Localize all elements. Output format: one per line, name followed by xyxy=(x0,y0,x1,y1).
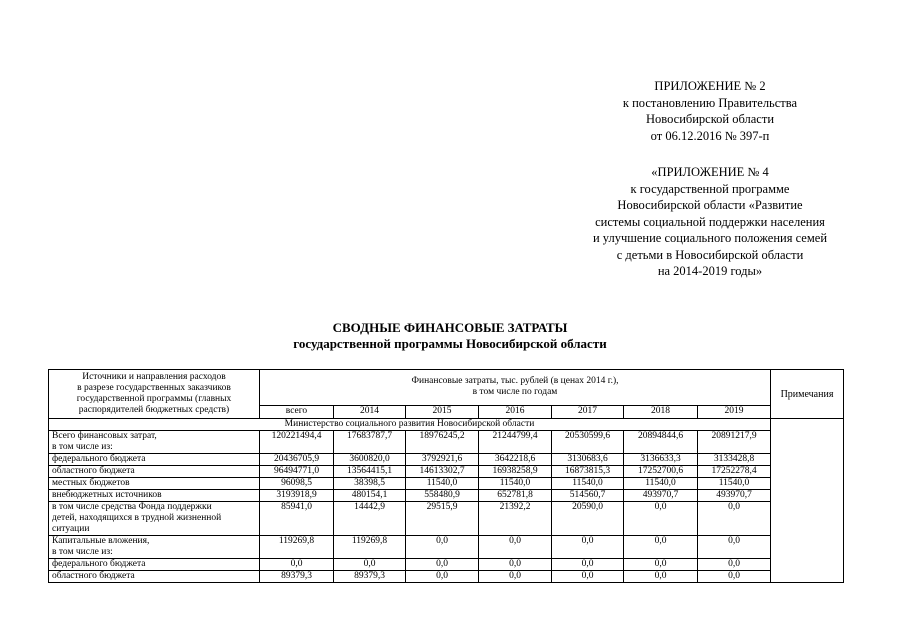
value-cell: 20891217,9 xyxy=(698,431,771,454)
value-cell: 17683787,7 xyxy=(334,431,406,454)
table-row xyxy=(49,466,844,478)
row-label-line: Капитальные вложения, xyxy=(52,536,150,546)
row-label xyxy=(49,559,260,571)
value-cell: 514560,7 xyxy=(552,490,624,502)
value-cell: 20894844,6 xyxy=(624,431,698,454)
value-cell: 21392,2 xyxy=(479,502,552,536)
header-line: распорядителей бюджетных средств) xyxy=(78,405,230,415)
value-cell: 16938258,9 xyxy=(479,466,552,478)
table-row xyxy=(49,490,844,502)
row-label xyxy=(49,571,260,583)
value-cell: 96098,5 xyxy=(260,478,334,490)
year-header-2014: 2014 xyxy=(334,405,406,418)
value-cell: 493970,7 xyxy=(698,490,771,502)
ministry-name: Министерство социального развития Новосибирской области xyxy=(49,419,771,431)
spacer xyxy=(560,144,860,164)
value-cell: 0,0 xyxy=(624,571,698,583)
year-header-total: всего xyxy=(260,405,334,418)
value-cell: 0,0 xyxy=(624,502,698,536)
value-cell: 38398,5 xyxy=(334,478,406,490)
value-cell: 89379,3 xyxy=(334,571,406,583)
value-cell: 0,0 xyxy=(552,559,624,571)
document-heading xyxy=(150,320,750,352)
appendix-line: на 2014-2019 годы» xyxy=(657,264,763,278)
source-column-header xyxy=(49,370,260,419)
value-cell: 3642218,6 xyxy=(479,454,552,466)
notes-cell xyxy=(771,419,844,583)
year-header-2017: 2017 xyxy=(552,405,624,418)
value-cell: 0,0 xyxy=(698,571,771,583)
appendix-line: Новосибирской области «Развитие xyxy=(617,198,803,212)
appendix-line: от 06.12.2016 № 397-п xyxy=(650,128,770,143)
appendix-line: к государственной программе xyxy=(630,181,790,196)
value-cell: 0,0 xyxy=(479,571,552,583)
value-cell: 21244799,4 xyxy=(479,431,552,454)
heading-subtitle: государственной программы Новосибирской области xyxy=(293,336,607,351)
value-cell: 0,0 xyxy=(406,536,479,559)
appendix-block xyxy=(560,78,860,280)
row-label-line: ситуации xyxy=(52,524,90,534)
value-cell: 89379,3 xyxy=(260,571,334,583)
appendix-line: и улучшение социального положения семей xyxy=(592,231,828,245)
value-cell: 493970,7 xyxy=(624,490,698,502)
row-label xyxy=(49,536,260,559)
table-row xyxy=(49,502,844,536)
appendix-line: ПРИЛОЖЕНИЕ № 2 xyxy=(654,79,766,93)
value-cell: 0,0 xyxy=(698,559,771,571)
value-cell: 0,0 xyxy=(479,536,552,559)
header-line: государственной программы (главных xyxy=(76,394,232,404)
value-cell: 0,0 xyxy=(624,559,698,571)
value-cell: 3792921,6 xyxy=(406,454,479,466)
row-label-line: внебюджетных источников xyxy=(52,490,162,500)
value-cell: 14442,9 xyxy=(334,502,406,536)
row-label xyxy=(49,478,260,490)
value-cell: 0,0 xyxy=(552,536,624,559)
table-row xyxy=(49,431,844,454)
row-label-line: в том числе из: xyxy=(52,442,113,452)
value-cell: 0,0 xyxy=(698,536,771,559)
value-cell: 11540,0 xyxy=(624,478,698,490)
value-cell: 0,0 xyxy=(260,559,334,571)
value-cell: 0,0 xyxy=(406,559,479,571)
row-label-line: детей, находящихся в трудной жизненной xyxy=(52,513,222,523)
value-cell: 11540,0 xyxy=(479,478,552,490)
row-label xyxy=(49,502,260,536)
financial-costs-table xyxy=(48,369,844,583)
value-cell: 558480,9 xyxy=(406,490,479,502)
appendix-line: системы социальной поддержки населения xyxy=(595,214,825,229)
appendix-line: Новосибирской области xyxy=(645,112,775,126)
year-header-2018: 2018 xyxy=(624,405,698,418)
value-cell: 85941,0 xyxy=(260,502,334,536)
row-label-line: областного бюджета xyxy=(52,571,135,581)
value-cell: 119269,8 xyxy=(260,536,334,559)
table-row xyxy=(49,454,844,466)
row-label-line: в том числе средства Фонда поддержки xyxy=(52,502,212,512)
heading-title: СВОДНЫЕ ФИНАНСОВЫЕ ЗАТРАТЫ xyxy=(332,320,568,335)
table-row xyxy=(49,571,844,583)
year-header-2015: 2015 xyxy=(406,405,479,418)
value-cell: 3130683,6 xyxy=(552,454,624,466)
row-label-line: Всего финансовых затрат, xyxy=(52,431,157,441)
value-cell: 17252700,6 xyxy=(624,466,698,478)
value-cell: 480154,1 xyxy=(334,490,406,502)
appendix-line: к постановлению Правительства xyxy=(622,95,798,110)
row-label xyxy=(49,431,260,454)
row-label-line: федерального бюджета xyxy=(52,454,146,464)
value-cell: 3136633,3 xyxy=(624,454,698,466)
value-cell: 0,0 xyxy=(624,536,698,559)
row-label xyxy=(49,466,260,478)
value-cell: 11540,0 xyxy=(698,478,771,490)
value-cell: 0,0 xyxy=(406,571,479,583)
value-cell: 20590,0 xyxy=(552,502,624,536)
row-label-line: федерального бюджета xyxy=(52,559,146,569)
table-row xyxy=(49,478,844,490)
header-line: Источники и направления расходов xyxy=(82,372,226,382)
header-line: Финансовые затраты, тыс. рублей (в ценах 2014 г.), xyxy=(411,376,619,387)
header-line: в разрезе государственных заказчиков xyxy=(77,383,231,393)
table-header-row xyxy=(49,370,844,406)
value-cell: 16873815,3 xyxy=(552,466,624,478)
table-row xyxy=(49,536,844,559)
header-line: в том числе по годам xyxy=(472,387,558,398)
value-cell: 3133428,8 xyxy=(698,454,771,466)
costs-column-header xyxy=(260,370,771,406)
value-cell: 20530599,6 xyxy=(552,431,624,454)
year-header-2019: 2019 xyxy=(698,405,771,418)
value-cell: 11540,0 xyxy=(406,478,479,490)
row-label-line: в том числе из: xyxy=(52,547,113,557)
year-header-2016: 2016 xyxy=(479,405,552,418)
value-cell: 20436705,9 xyxy=(260,454,334,466)
row-label-line: местных бюджетов xyxy=(52,478,130,488)
value-cell: 0,0 xyxy=(479,559,552,571)
appendix-line: «ПРИЛОЖЕНИЕ № 4 xyxy=(651,165,769,179)
notes-column-header: Примечания xyxy=(771,370,844,419)
value-cell: 3600820,0 xyxy=(334,454,406,466)
row-label xyxy=(49,490,260,502)
table-row xyxy=(49,559,844,571)
value-cell: 17252278,4 xyxy=(698,466,771,478)
ministry-row xyxy=(49,419,844,431)
appendix-line: с детьми в Новосибирской области xyxy=(616,247,804,262)
value-cell: 652781,8 xyxy=(479,490,552,502)
value-cell: 0,0 xyxy=(698,502,771,536)
value-cell: 120221494,4 xyxy=(260,431,334,454)
value-cell: 29515,9 xyxy=(406,502,479,536)
value-cell: 14613302,7 xyxy=(406,466,479,478)
row-label xyxy=(49,454,260,466)
value-cell: 119269,8 xyxy=(334,536,406,559)
value-cell: 0,0 xyxy=(552,571,624,583)
value-cell: 18976245,2 xyxy=(406,431,479,454)
value-cell: 3193918,9 xyxy=(260,490,334,502)
value-cell: 11540,0 xyxy=(552,478,624,490)
value-cell: 0,0 xyxy=(334,559,406,571)
row-label-line: областного бюджета xyxy=(52,466,135,476)
value-cell: 13564415,1 xyxy=(334,466,406,478)
value-cell: 96494771,0 xyxy=(260,466,334,478)
